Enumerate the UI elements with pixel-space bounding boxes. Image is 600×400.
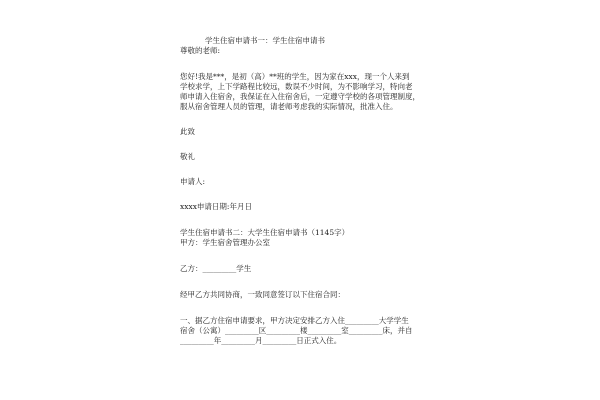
paragraph-line: 师申请入住宿舍，我保证在入住宿舍后，一定遵守学校的各项管理制度， xyxy=(180,92,420,101)
applicant-label: 申请人: xyxy=(180,177,206,186)
paragraph-line: 您好!我是***，是初（高）**班的学生，因为家在xxx，现一个人来到 xyxy=(180,72,410,81)
clause-line: 宿舍（公寓）_________区_________楼_________室_________床，并自 xyxy=(180,326,413,335)
party-b: 乙方：_________学生 xyxy=(180,264,252,273)
heading-application-2: 学生住宿申请书二：大学生住宿申请书（1145字） xyxy=(180,228,350,237)
application-date: xxxx申请日期:年月日 xyxy=(180,202,252,211)
clause-line: 一、据乙方住宿申请要求，甲方决定安排乙方入住_________大学学生 xyxy=(180,316,409,325)
paragraph-line: 服从宿舍管理人员的管理，请老师考虑我的实际情况，批准入住。 xyxy=(180,102,398,111)
agreement-intro: 经甲乙方共同协商，一致同意签订以下住宿合同： xyxy=(180,290,345,299)
heading-application-1: 学生住宿申请书一：学生住宿申请书 xyxy=(205,36,325,45)
salutation: 尊敬的老师: xyxy=(180,46,221,55)
paragraph-line: 学校求学，上下学路程比较远，数误不少时间，为不影响学习，特向老 xyxy=(180,82,413,91)
closing-cizhi: 此致 xyxy=(180,127,195,136)
party-a: 甲方：学生宿舍管理办公室 xyxy=(180,238,270,247)
closing-jingli: 敬礼 xyxy=(180,152,195,161)
clause-line: _________年_________月_________日正式入住。 xyxy=(180,336,342,345)
